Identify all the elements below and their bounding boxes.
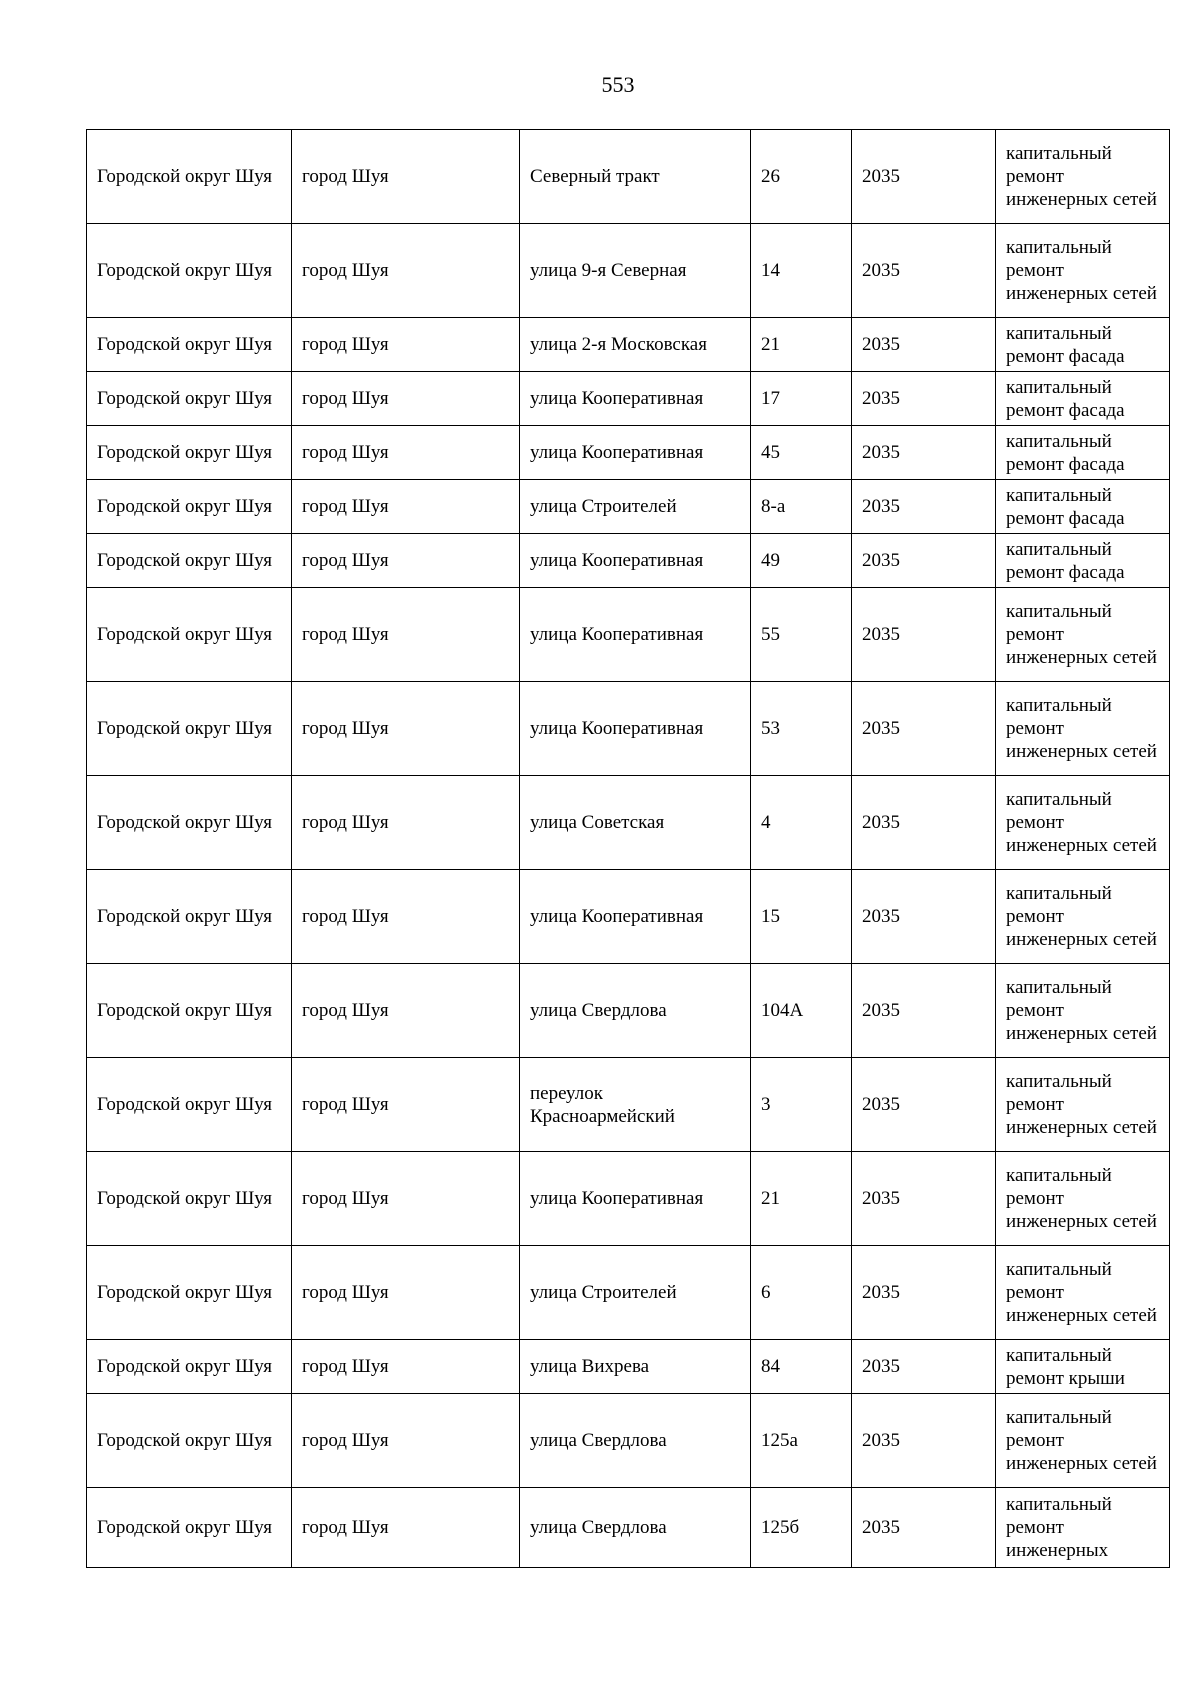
district-cell: Городской округ Шуя bbox=[87, 1394, 292, 1488]
house-number-cell: 14 bbox=[751, 224, 852, 318]
street-cell: улица Кооперативная bbox=[520, 534, 751, 588]
year-cell: 2035 bbox=[852, 480, 996, 534]
settlement-cell: город Шуя bbox=[292, 870, 520, 964]
district-cell: Городской округ Шуя bbox=[87, 1340, 292, 1394]
table-row bbox=[87, 480, 1170, 534]
settlement-cell: город Шуя bbox=[292, 480, 520, 534]
street-cell: улица Свердлова bbox=[520, 964, 751, 1058]
district-cell: Городской округ Шуя bbox=[87, 130, 292, 224]
house-number-cell: 15 bbox=[751, 870, 852, 964]
street-cell: улица Кооперативная bbox=[520, 1152, 751, 1246]
works-cell: капитальный ремонт инженерных bbox=[996, 1488, 1170, 1568]
works-cell: капитальный ремонт инженерных сетей bbox=[996, 588, 1170, 682]
house-number-cell: 6 bbox=[751, 1246, 852, 1340]
works-cell: капитальный ремонт инженерных сетей bbox=[996, 682, 1170, 776]
settlement-cell: город Шуя bbox=[292, 776, 520, 870]
street-cell: Северный тракт bbox=[520, 130, 751, 224]
street-cell: улица Кооперативная bbox=[520, 372, 751, 426]
works-cell: капитальный ремонт крыши bbox=[996, 1340, 1170, 1394]
works-cell: капитальный ремонт инженерных сетей bbox=[996, 776, 1170, 870]
page-number: 553 bbox=[601, 72, 635, 97]
settlement-cell: город Шуя bbox=[292, 1058, 520, 1152]
house-number-cell: 125а bbox=[751, 1394, 852, 1488]
house-number-cell: 21 bbox=[751, 318, 852, 372]
works-cell: капитальный ремонт фасада bbox=[996, 318, 1170, 372]
year-cell: 2035 bbox=[852, 1152, 996, 1246]
table-row bbox=[87, 1488, 1170, 1568]
house-number-cell: 3 bbox=[751, 1058, 852, 1152]
table-row bbox=[87, 776, 1170, 870]
street-cell: улица Строителей bbox=[520, 1246, 751, 1340]
table-row bbox=[87, 964, 1170, 1058]
repair-schedule-table bbox=[86, 129, 1170, 1568]
street-cell: улица Кооперативная bbox=[520, 426, 751, 480]
works-cell: капитальный ремонт инженерных сетей bbox=[996, 870, 1170, 964]
settlement-cell: город Шуя bbox=[292, 1394, 520, 1488]
settlement-cell: город Шуя bbox=[292, 534, 520, 588]
works-cell: капитальный ремонт фасада bbox=[996, 372, 1170, 426]
year-cell: 2035 bbox=[852, 318, 996, 372]
district-cell: Городской округ Шуя bbox=[87, 870, 292, 964]
year-cell: 2035 bbox=[852, 588, 996, 682]
table-row bbox=[87, 534, 1170, 588]
table-row bbox=[87, 426, 1170, 480]
street-cell: переулок Красноармейский bbox=[520, 1058, 751, 1152]
year-cell: 2035 bbox=[852, 1340, 996, 1394]
district-cell: Городской округ Шуя bbox=[87, 426, 292, 480]
street-cell: улица Кооперативная bbox=[520, 870, 751, 964]
street-cell: улица 9-я Северная bbox=[520, 224, 751, 318]
works-cell: капитальный ремонт инженерных сетей bbox=[996, 1058, 1170, 1152]
table-body bbox=[87, 130, 1170, 1568]
settlement-cell: город Шуя bbox=[292, 224, 520, 318]
table-row bbox=[87, 1152, 1170, 1246]
year-cell: 2035 bbox=[852, 372, 996, 426]
street-cell: улица Свердлова bbox=[520, 1488, 751, 1568]
house-number-cell: 26 bbox=[751, 130, 852, 224]
year-cell: 2035 bbox=[852, 130, 996, 224]
district-cell: Городской округ Шуя bbox=[87, 224, 292, 318]
year-cell: 2035 bbox=[852, 534, 996, 588]
table-row bbox=[87, 130, 1170, 224]
works-cell: капитальный ремонт инженерных сетей bbox=[996, 1246, 1170, 1340]
street-cell: улица Вихрева bbox=[520, 1340, 751, 1394]
district-cell: Городской округ Шуя bbox=[87, 964, 292, 1058]
district-cell: Городской округ Шуя bbox=[87, 1152, 292, 1246]
district-cell: Городской округ Шуя bbox=[87, 682, 292, 776]
house-number-cell: 55 bbox=[751, 588, 852, 682]
settlement-cell: город Шуя bbox=[292, 372, 520, 426]
settlement-cell: город Шуя bbox=[292, 682, 520, 776]
works-cell: капитальный ремонт фасада bbox=[996, 480, 1170, 534]
table-row bbox=[87, 1340, 1170, 1394]
table-row bbox=[87, 372, 1170, 426]
settlement-cell: город Шуя bbox=[292, 964, 520, 1058]
settlement-cell: город Шуя bbox=[292, 1246, 520, 1340]
works-cell: капитальный ремонт инженерных сетей bbox=[996, 964, 1170, 1058]
works-cell: капитальный ремонт инженерных сетей bbox=[996, 1394, 1170, 1488]
year-cell: 2035 bbox=[852, 870, 996, 964]
house-number-cell: 125б bbox=[751, 1488, 852, 1568]
year-cell: 2035 bbox=[852, 682, 996, 776]
settlement-cell: город Шуя bbox=[292, 1152, 520, 1246]
table-row bbox=[87, 588, 1170, 682]
works-cell: капитальный ремонт инженерных сетей bbox=[996, 130, 1170, 224]
district-cell: Городской округ Шуя bbox=[87, 534, 292, 588]
settlement-cell: город Шуя bbox=[292, 588, 520, 682]
table-row bbox=[87, 870, 1170, 964]
district-cell: Городской округ Шуя bbox=[87, 1488, 292, 1568]
settlement-cell: город Шуя bbox=[292, 426, 520, 480]
house-number-cell: 45 bbox=[751, 426, 852, 480]
district-cell: Городской округ Шуя bbox=[87, 1246, 292, 1340]
district-cell: Городской округ Шуя bbox=[87, 776, 292, 870]
district-cell: Городской округ Шуя bbox=[87, 1058, 292, 1152]
table-row bbox=[87, 682, 1170, 776]
year-cell: 2035 bbox=[852, 1394, 996, 1488]
house-number-cell: 84 bbox=[751, 1340, 852, 1394]
year-cell: 2035 bbox=[852, 1058, 996, 1152]
house-number-cell: 17 bbox=[751, 372, 852, 426]
street-cell: улица Кооперативная bbox=[520, 682, 751, 776]
settlement-cell: город Шуя bbox=[292, 130, 520, 224]
district-cell: Городской округ Шуя bbox=[87, 372, 292, 426]
table-row bbox=[87, 318, 1170, 372]
district-cell: Городской округ Шуя bbox=[87, 480, 292, 534]
house-number-cell: 49 bbox=[751, 534, 852, 588]
year-cell: 2035 bbox=[852, 1246, 996, 1340]
street-cell: улица Свердлова bbox=[520, 1394, 751, 1488]
house-number-cell: 8-а bbox=[751, 480, 852, 534]
year-cell: 2035 bbox=[852, 426, 996, 480]
table-row bbox=[87, 1246, 1170, 1340]
table-row bbox=[87, 1394, 1170, 1488]
works-cell: капитальный ремонт инженерных сетей bbox=[996, 224, 1170, 318]
street-cell: улица Советская bbox=[520, 776, 751, 870]
table-row bbox=[87, 224, 1170, 318]
district-cell: Городской округ Шуя bbox=[87, 318, 292, 372]
house-number-cell: 4 bbox=[751, 776, 852, 870]
house-number-cell: 53 bbox=[751, 682, 852, 776]
works-cell: капитальный ремонт фасада bbox=[996, 534, 1170, 588]
street-cell: улица Строителей bbox=[520, 480, 751, 534]
table-row bbox=[87, 1058, 1170, 1152]
year-cell: 2035 bbox=[852, 964, 996, 1058]
street-cell: улица 2-я Московская bbox=[520, 318, 751, 372]
year-cell: 2035 bbox=[852, 776, 996, 870]
year-cell: 2035 bbox=[852, 224, 996, 318]
settlement-cell: город Шуя bbox=[292, 318, 520, 372]
works-cell: капитальный ремонт инженерных сетей bbox=[996, 1152, 1170, 1246]
street-cell: улица Кооперативная bbox=[520, 588, 751, 682]
district-cell: Городской округ Шуя bbox=[87, 588, 292, 682]
year-cell: 2035 bbox=[852, 1488, 996, 1568]
house-number-cell: 21 bbox=[751, 1152, 852, 1246]
settlement-cell: город Шуя bbox=[292, 1488, 520, 1568]
house-number-cell: 104А bbox=[751, 964, 852, 1058]
works-cell: капитальный ремонт фасада bbox=[996, 426, 1170, 480]
settlement-cell: город Шуя bbox=[292, 1340, 520, 1394]
